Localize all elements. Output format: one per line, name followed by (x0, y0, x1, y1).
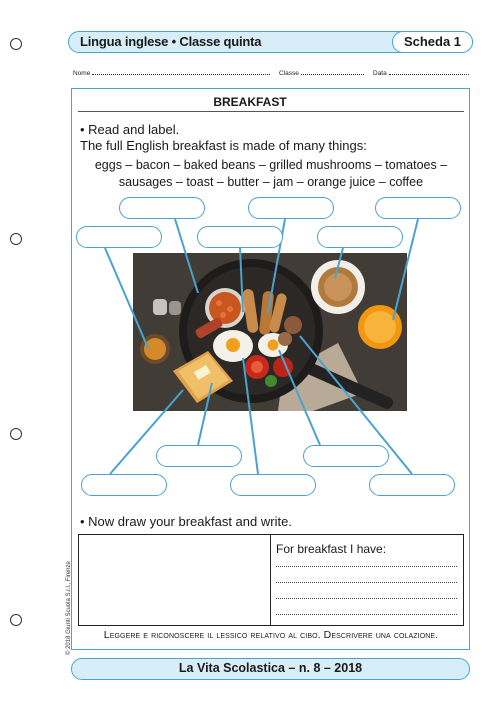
label-answer-box[interactable] (156, 445, 242, 467)
label-answer-box[interactable] (81, 474, 167, 496)
word-bank-line-2: sausages – toast – butter – jam – orange juice – coffee (118, 175, 424, 189)
writing-line[interactable] (276, 566, 457, 567)
date-field[interactable] (373, 68, 469, 77)
binder-hole (10, 428, 22, 440)
label-answer-box[interactable] (119, 197, 205, 219)
footer-bar (71, 658, 470, 680)
binder-hole (10, 233, 22, 245)
label-answer-box[interactable] (317, 226, 403, 248)
label-answer-box[interactable] (197, 226, 283, 248)
breakfast-photo (133, 253, 407, 411)
writing-line[interactable] (276, 582, 457, 583)
label-answer-box[interactable] (375, 197, 461, 219)
class-field[interactable] (279, 68, 364, 77)
label-answer-box[interactable] (303, 445, 389, 467)
worksheet-title: BREAKFAST (213, 95, 287, 109)
subject-label: Lingua inglese • Classe quinta (80, 34, 262, 49)
label-answer-box[interactable] (248, 197, 334, 219)
name-field[interactable] (73, 68, 270, 77)
binder-hole (10, 38, 22, 50)
title-divider (78, 111, 464, 112)
label-answer-box[interactable] (230, 474, 316, 496)
drawing-area[interactable] (79, 535, 271, 625)
draw-instruction: • Now draw your breakfast and write. (80, 514, 292, 529)
writing-line[interactable] (276, 598, 457, 599)
class-label: Classe (279, 70, 299, 77)
date-label: Data (373, 70, 387, 77)
write-prompt: For breakfast I have: (276, 542, 387, 556)
sheet-number: Scheda 1 (392, 31, 473, 53)
class-line (301, 68, 364, 75)
date-line (389, 68, 469, 75)
drawing-table (78, 534, 464, 626)
word-bank-line-1: eggs – bacon – baked beans – grilled mushrooms – tomatoes – (94, 158, 448, 172)
copyright-text: © 2018 Giunti Scuola S.r.l., Firenze (66, 561, 72, 655)
writing-line[interactable] (276, 614, 457, 615)
label-answer-box[interactable] (76, 226, 162, 248)
name-line (92, 68, 270, 75)
label-answer-box[interactable] (369, 474, 455, 496)
binder-hole (10, 614, 22, 626)
intro-text: The full English breakfast is made of many things: (80, 138, 367, 153)
learning-objectives: Leggere e riconoscere il lessico relativo al cibo. Descrivere una colazione. (103, 629, 439, 641)
read-instruction: • Read and label. (80, 122, 180, 137)
name-label: Nome (73, 70, 91, 77)
footer-text: La Vita Scolastica – n. 8 – 2018 (178, 661, 363, 675)
